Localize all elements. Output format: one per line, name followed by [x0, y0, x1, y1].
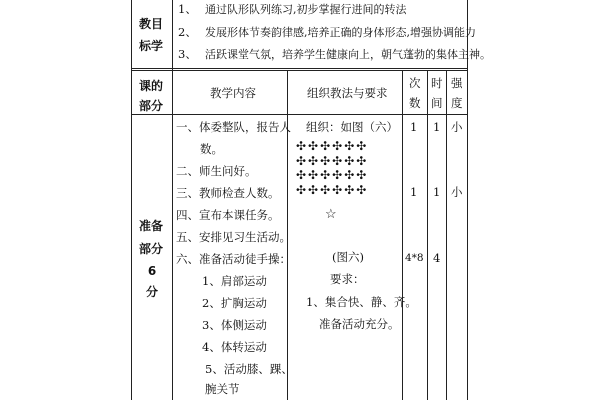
intensity-cell-1: 小: [451, 120, 463, 134]
header-part-line2: 部分: [139, 99, 164, 113]
content-line-6: 五、安排见习生活动。: [176, 230, 291, 244]
header-content: 教学内容: [210, 86, 256, 100]
teacher-position-icon: ☆: [325, 207, 337, 222]
section-name-line3: 6: [147, 264, 157, 278]
section-name-line4: 分: [145, 285, 158, 299]
row-divider-header: [131, 114, 468, 115]
section-name-line2: 部分: [139, 242, 164, 256]
section-name-line1: 准备: [139, 219, 164, 233]
objective-1-number: 1、: [178, 2, 197, 16]
content-line-4: 三、教师检查人数。: [176, 186, 280, 200]
count-cell-2: 1: [410, 185, 418, 199]
header-time-line2: 间: [431, 96, 443, 110]
content-line-12: 5、活动膝、踝、: [205, 362, 293, 376]
count-cell-1: 1: [410, 120, 418, 134]
col-divider-method: [402, 70, 403, 400]
time-cell-2: 1: [433, 185, 441, 199]
objective-2-number: 2、: [178, 25, 197, 39]
objectives-label-line1: 教目: [139, 17, 164, 31]
time-cell-1: 1: [433, 120, 441, 134]
content-line-11: 4、体转运动: [202, 340, 267, 354]
requirement-2: 准备活动充分。: [319, 317, 400, 331]
requirement-label: 要求：: [330, 272, 365, 286]
content-line-7: 六、准备活动徒手操：: [176, 252, 291, 266]
content-line-5: 四、宣布本课任务。: [176, 208, 280, 222]
header-count-line2: 数: [409, 96, 421, 110]
header-intensity-line1: 强: [451, 76, 463, 90]
header-method: 组织教法与要求: [307, 86, 388, 100]
row-divider-objectives: [131, 68, 468, 69]
formation-diagram: [296, 139, 368, 197]
content-line-1: 一、体委整队，报告人: [176, 120, 291, 134]
figure-caption: (图六): [332, 250, 364, 264]
formation-row-4: ✣✣✣✣✣✣: [296, 182, 369, 197]
objective-2-text: 发展形体节奏韵律感,培养正确的身体形态,增强协调能力: [205, 26, 476, 39]
time-cell-3: 4: [433, 251, 441, 265]
row-divider-objectives-2: [131, 70, 468, 71]
header-time-line1: 时: [431, 76, 443, 90]
requirement-1: 1、集合快、静、齐。: [306, 295, 417, 309]
header-count-line1: 次: [409, 76, 421, 90]
formation-row-3: ✣✣✣✣✣✣: [296, 168, 369, 182]
objective-1-text: 通过队形队列练习,初步掌握行进间的转法: [205, 3, 407, 16]
objective-3-text: 活跃课堂气氛，培养学生健康向上，朝气蓬勃的集体主神。: [205, 48, 491, 61]
objectives-label-line2: 标学: [139, 39, 164, 53]
formation-row-1: ✣✣✣✣✣✣: [296, 139, 369, 153]
header-intensity-line2: 度: [451, 96, 463, 110]
content-line-2: 数。: [200, 142, 223, 156]
intensity-cell-2: 小: [451, 185, 463, 199]
header-part-line1: 课的: [139, 79, 164, 93]
table-border-left: [131, 0, 132, 400]
col-divider-time: [446, 70, 447, 400]
col-divider-count: [427, 70, 428, 400]
content-line-8: 1、肩部运动: [202, 274, 267, 288]
objective-3-number: 3、: [178, 47, 197, 61]
formation-row-2: ✣✣✣✣✣✣: [296, 153, 369, 168]
count-cell-3: 4*8: [405, 252, 424, 264]
content-line-3: 二、师生问好。: [176, 164, 257, 178]
col-divider-label: [172, 0, 173, 400]
content-line-9: 2、扩胸运动: [202, 296, 267, 310]
method-organization: 组织：如图（六）: [306, 120, 398, 134]
content-line-10: 3、体侧运动: [202, 318, 267, 332]
content-line-13: 腕关节: [205, 382, 240, 396]
